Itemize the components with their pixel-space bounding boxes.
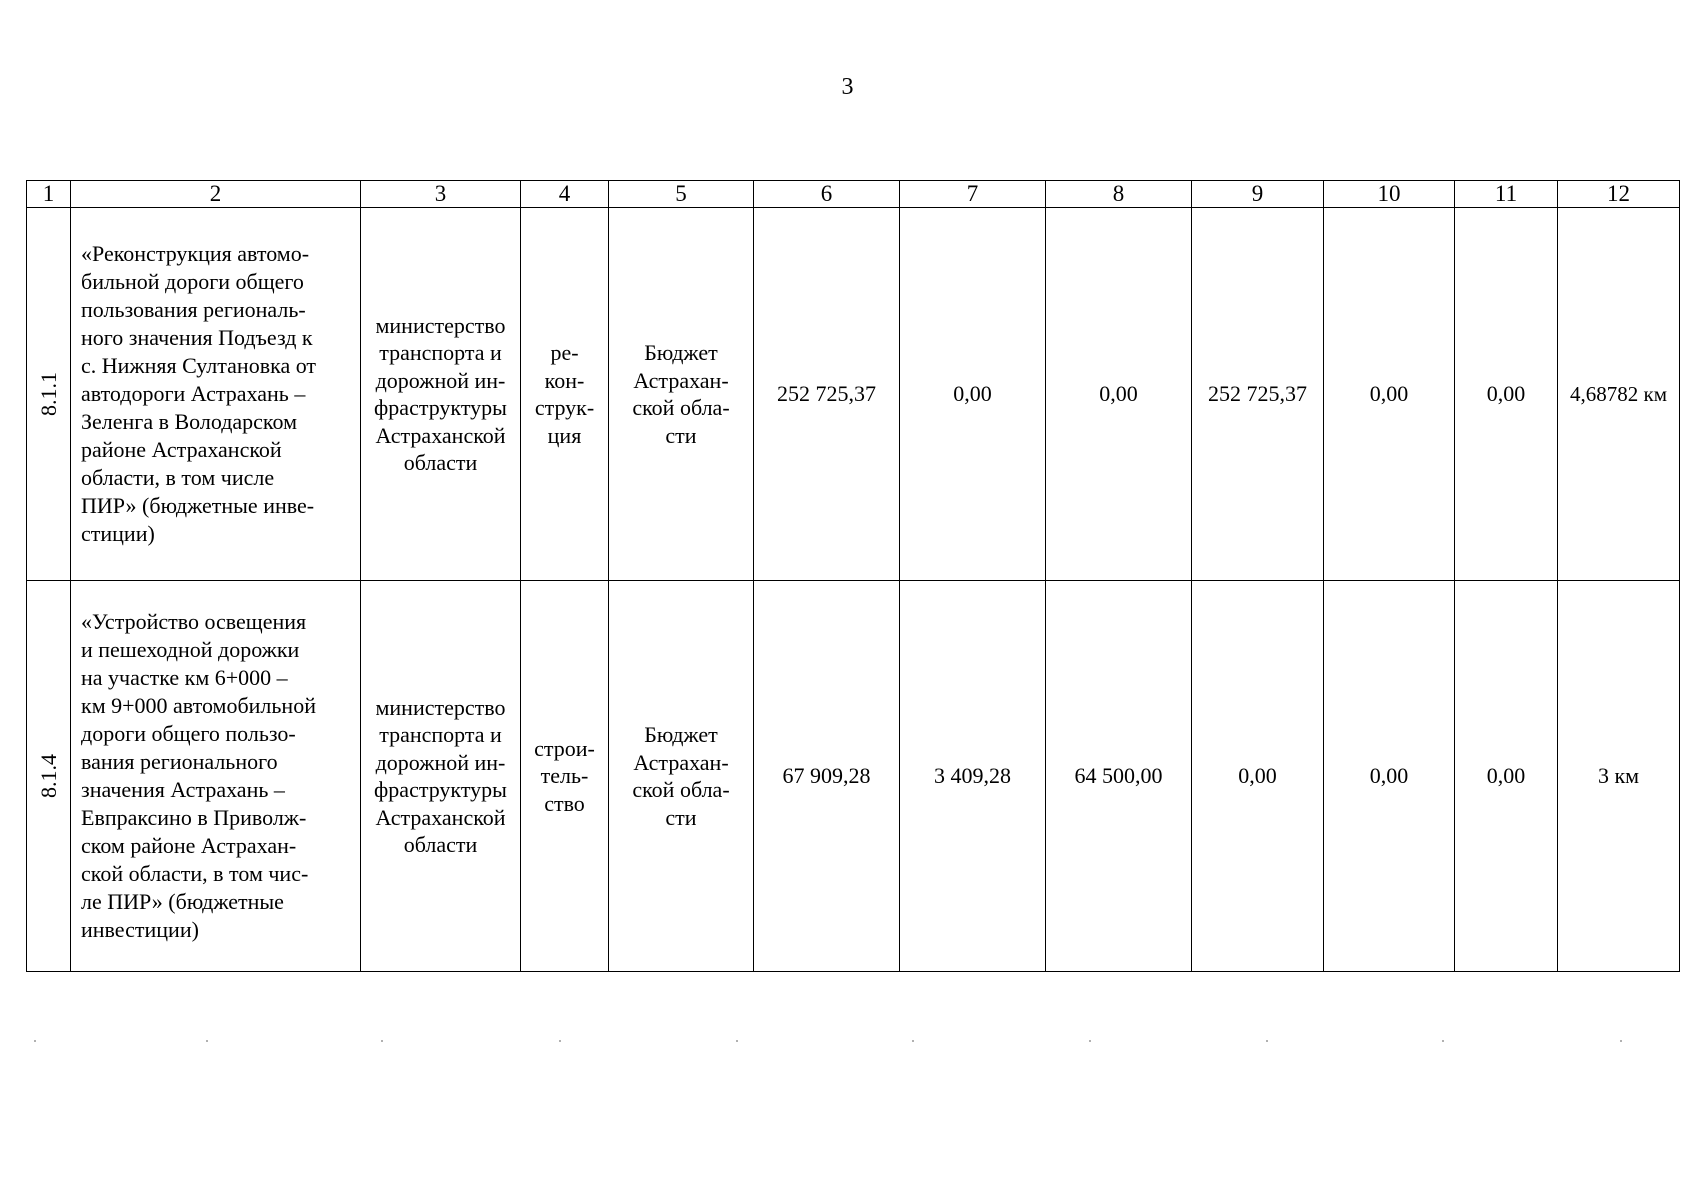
desc-line: км 9+000 автомобильной (81, 693, 316, 718)
object-description (71, 208, 361, 581)
row-number-cell (27, 208, 71, 581)
source-line: Бюджет (644, 722, 718, 747)
desc-line: стиции) (81, 521, 155, 546)
desc-line: дороги общего пользо- (81, 721, 296, 746)
executor-line: фраструктуры (374, 395, 507, 420)
header-col-4: 4 (521, 181, 609, 208)
header-col-3: 3 (361, 181, 521, 208)
executor-cell (361, 208, 521, 581)
work-type-cell (521, 208, 609, 581)
header-col-11: 11 (1455, 181, 1558, 208)
scan-speckle-row (26, 1040, 1679, 1044)
header-col-8: 8 (1046, 181, 1192, 208)
work-type-line: ция (547, 422, 582, 448)
header-col-2: 2 (71, 181, 361, 208)
desc-line: пользования региональ- (81, 297, 306, 322)
desc-line: ле ПИР» (бюджетные (81, 889, 284, 914)
object-description (71, 581, 361, 972)
work-type-line: струк- (534, 395, 595, 420)
executor-line: дорожной ин- (375, 749, 506, 775)
desc-line: вания регионального (81, 749, 278, 774)
table-header-row (27, 181, 1680, 208)
desc-line: области, в том числе (81, 465, 275, 490)
row-number-cell (27, 581, 71, 972)
desc-line: значения Астрахань – (81, 777, 285, 802)
executor-line: министерство (375, 312, 506, 338)
value-col-6: 252 725,37 (754, 208, 900, 581)
executor-line: дорожной ин- (375, 367, 506, 393)
executor-line: транспорта и (379, 722, 502, 747)
work-type-line: тель- (540, 763, 589, 789)
executor-cell (361, 581, 521, 972)
page-number: 3 (841, 74, 854, 100)
value-col-8: 64 500,00 (1046, 581, 1192, 972)
header-col-9: 9 (1192, 181, 1324, 208)
source-line: сти (665, 804, 697, 830)
table-row (27, 208, 1680, 581)
value-col-8: 0,00 (1046, 208, 1192, 581)
desc-line: инвестиции) (81, 917, 199, 942)
executor-line: фраструктуры (374, 777, 507, 802)
executor-line: области (403, 450, 478, 475)
header-col-12: 12 (1558, 181, 1680, 208)
source-line: Астрахан- (633, 749, 729, 775)
source-line: ской обла- (632, 395, 730, 420)
value-col-7: 3 409,28 (900, 581, 1046, 972)
executor-line: транспорта и (379, 340, 502, 365)
row-number: 8.1.1 (35, 372, 61, 416)
executor-line: министерство (375, 694, 506, 720)
executor-line: Астраханской (375, 804, 506, 830)
work-type-cell (521, 581, 609, 972)
value-col-9: 252 725,37 (1192, 208, 1324, 581)
work-type-line: строи- (534, 735, 595, 761)
value-col-7: 0,00 (900, 208, 1046, 581)
desc-line: бильной дороги общего (81, 269, 304, 294)
desc-line: автодороги Астрахань – (81, 381, 306, 406)
value-col-6: 67 909,28 (754, 581, 900, 972)
source-line: сти (665, 422, 697, 448)
value-col-11: 0,00 (1455, 581, 1558, 972)
desc-line: «Устройство освещения (81, 609, 307, 634)
header-col-10: 10 (1324, 181, 1455, 208)
desc-line: ском районе Астрахан- (81, 833, 297, 858)
table-row (27, 581, 1680, 972)
desc-line: «Реконструкция автомо- (81, 241, 310, 266)
value-col-9: 0,00 (1192, 581, 1324, 972)
value-col-10: 0,00 (1324, 581, 1455, 972)
desc-line: районе Астраханской (81, 437, 282, 462)
source-line: ской обла- (632, 777, 730, 802)
funding-source-cell (609, 208, 754, 581)
header-col-1: 1 (27, 181, 71, 208)
value-col-11: 0,00 (1455, 208, 1558, 581)
desc-line: и пешеходной дорожки (81, 637, 300, 662)
funding-source-cell (609, 581, 754, 972)
source-line: Астрахан- (633, 367, 729, 393)
desc-line: на участке км 6+000 – (81, 665, 288, 690)
desc-line: Евпраксино в Приволж- (81, 805, 307, 830)
desc-line: ской области, в том чис- (81, 861, 309, 886)
row-number: 8.1.4 (35, 754, 61, 798)
value-col-10: 0,00 (1324, 208, 1455, 581)
value-col-12: 4,68782 км (1558, 208, 1680, 581)
value-col-12: 3 км (1558, 581, 1680, 972)
work-type-line: ре- (550, 340, 579, 365)
work-type-line: ство (544, 790, 585, 816)
executor-line: Астраханской (375, 422, 506, 448)
work-type-line: кон- (544, 367, 585, 393)
desc-line: ПИР» (бюджетные инве- (81, 493, 315, 518)
header-col-6: 6 (754, 181, 900, 208)
header-col-5: 5 (609, 181, 754, 208)
header-col-7: 7 (900, 181, 1046, 208)
desc-line: Зеленга в Володарском (81, 409, 298, 434)
executor-line: области (403, 832, 478, 857)
desc-line: с. Нижняя Султановка от (81, 353, 317, 378)
source-line: Бюджет (644, 340, 718, 365)
budget-table (26, 180, 1680, 972)
desc-line: ного значения Подъезд к (81, 325, 313, 350)
